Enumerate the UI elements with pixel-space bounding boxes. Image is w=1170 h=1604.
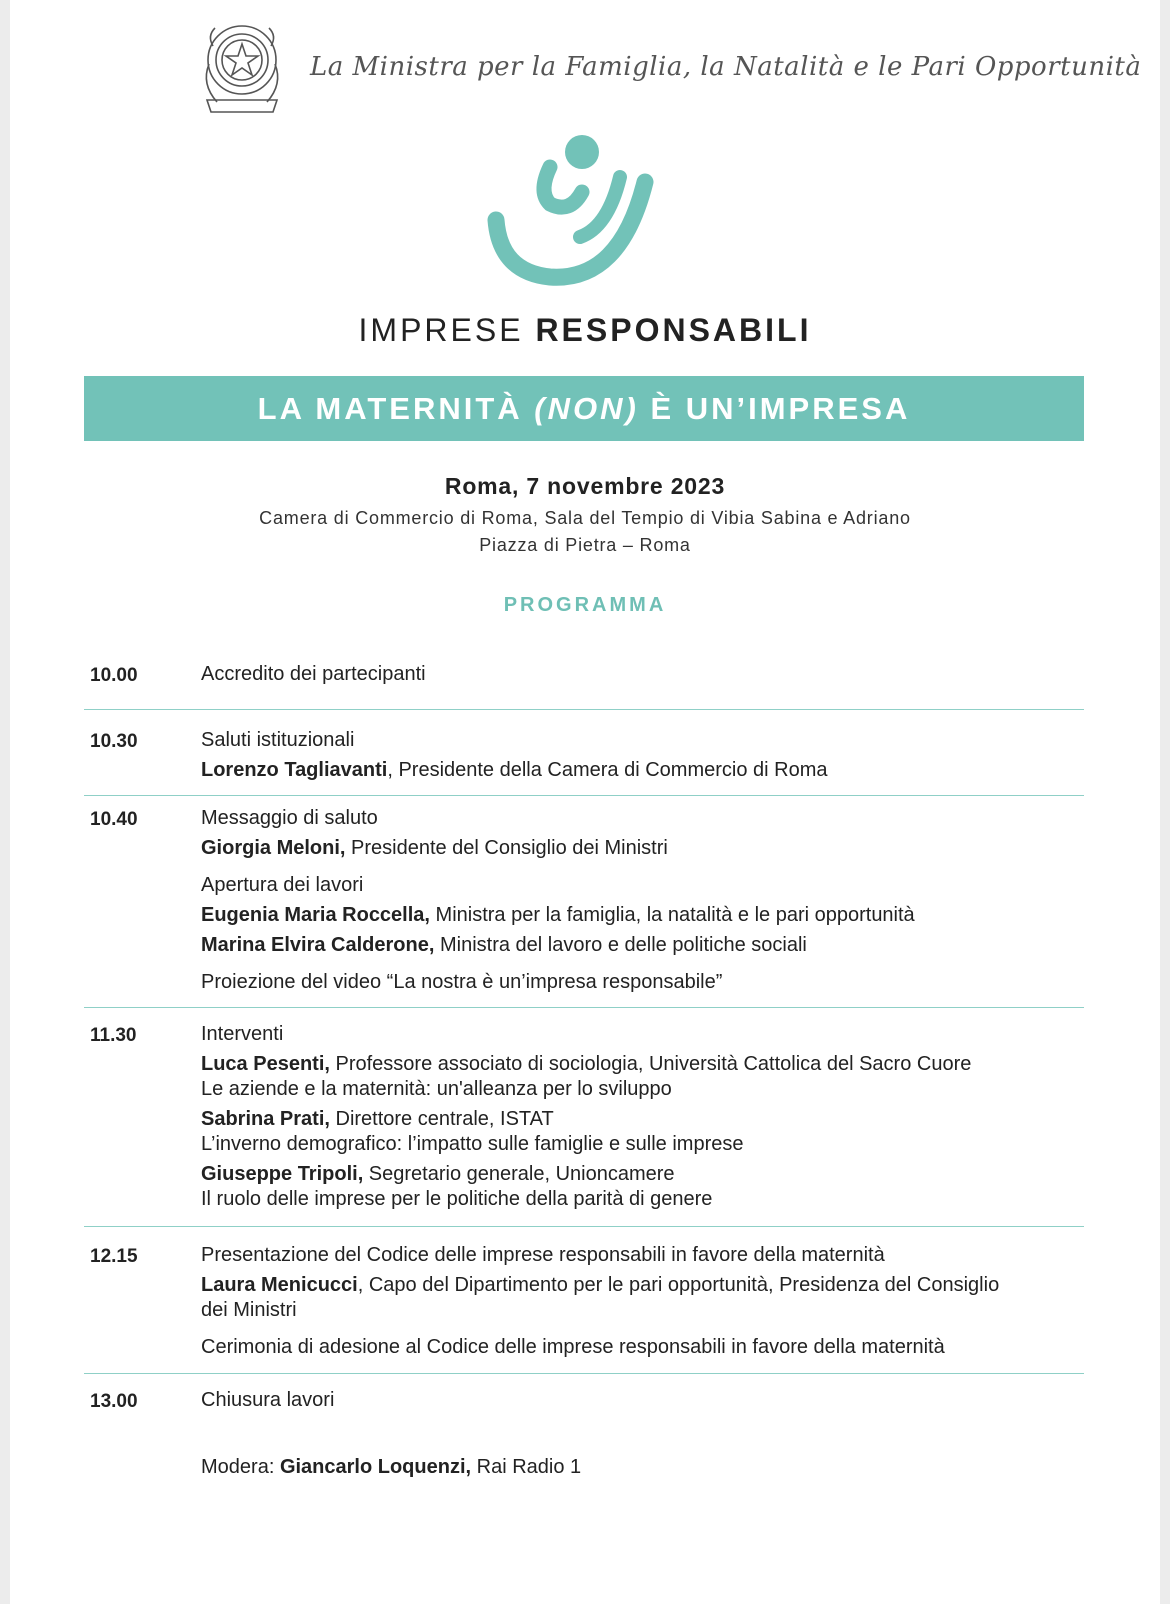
- speaker-role: Presidente del Consiglio dei Ministri: [345, 837, 668, 859]
- agenda-title: Saluti istituzionali: [201, 729, 355, 751]
- programma-heading: PROGRAMMA: [503, 594, 667, 616]
- agenda-time: 11.30: [90, 1025, 137, 1046]
- brand-title-light: IMPRESE: [358, 312, 524, 348]
- speaker-name: Luca Pesenti,: [201, 1053, 330, 1075]
- speaker-role-continued: dei Ministri: [201, 1299, 297, 1321]
- speaker-role: , Presidente della Camera di Commercio di Roma: [387, 759, 828, 781]
- speaker-line: [201, 1107, 1084, 1132]
- document-page: [10, 0, 1160, 1604]
- imprese-responsabili-logo-icon: [480, 132, 670, 292]
- event-title-banner: [84, 376, 1084, 441]
- agenda-item: [84, 662, 1084, 687]
- agenda-time: 10.40: [90, 809, 138, 830]
- event-date: Roma, 7 novembre 2023: [444, 473, 726, 499]
- agenda-item: [84, 1022, 1084, 1212]
- event-address: Piazza di Pietra – Roma: [479, 535, 691, 555]
- agenda-title: Interventi: [201, 1023, 284, 1045]
- agenda-list: [84, 662, 1084, 1480]
- speaker-line: [201, 758, 1084, 783]
- speaker-topic: Le aziende e la maternità: un'alleanza per lo sviluppo: [201, 1078, 672, 1100]
- brand-title-bold: RESPONSABILI: [535, 312, 812, 348]
- agenda-time: 13.00: [90, 1391, 138, 1412]
- brand-title: [10, 312, 1160, 349]
- agenda-title: Accredito dei partecipanti: [201, 663, 426, 685]
- agenda-time: 10.00: [90, 665, 138, 686]
- speaker-line: [201, 1273, 1084, 1298]
- speaker-name: Eugenia Maria Roccella,: [201, 904, 430, 926]
- speaker-line: [201, 1052, 1084, 1077]
- speaker-role: Ministra del lavoro e delle politiche sociali: [434, 934, 807, 956]
- speaker-name: Lorenzo Tagliavanti: [201, 759, 388, 781]
- agenda-title: Chiusura lavori: [201, 1389, 335, 1411]
- speaker-role: , Capo del Dipartimento per le pari opportunità, Presidenza del Consiglio: [357, 1274, 1000, 1296]
- speaker-line: [201, 903, 1084, 928]
- italian-republic-emblem-icon: [195, 14, 289, 118]
- banner-text-italic: (NON): [534, 390, 639, 426]
- moderator-name: Giancarlo Loquenzi,: [279, 1456, 472, 1478]
- agenda-item: [84, 1243, 1084, 1360]
- speaker-line: [201, 836, 1084, 861]
- agenda-note: Cerimonia di adesione al Codice delle imprese responsabili in favore della maternità: [201, 1336, 945, 1358]
- moderator-line: [84, 1455, 1084, 1480]
- agenda-time: 12.15: [90, 1246, 138, 1267]
- speaker-role: Ministra per la famiglia, la natalità e le pari opportunità: [429, 904, 915, 926]
- speaker-name: Sabrina Prati,: [201, 1108, 330, 1130]
- speaker-name: Marina Elvira Calderone,: [201, 934, 435, 956]
- agenda-title: Presentazione del Codice delle imprese responsabili in favore della maternità: [201, 1244, 885, 1266]
- speaker-topic: Il ruolo delle imprese per le politiche della parità di genere: [201, 1188, 713, 1210]
- speaker-role: Segretario generale, Unioncamere: [363, 1163, 675, 1185]
- speaker-name: Giorgia Meloni,: [201, 837, 346, 859]
- speaker-name: Giuseppe Tripoli,: [201, 1163, 364, 1185]
- speaker-role: Direttore centrale, ISTAT: [329, 1108, 554, 1130]
- agenda-time: 10.30: [90, 731, 138, 752]
- moderator-label: Modera:: [201, 1456, 280, 1478]
- banner-text-part3: È UN’IMPRESA: [638, 390, 911, 426]
- speaker-line: [201, 933, 1084, 958]
- banner-text-part1: LA MATERNITÀ: [257, 390, 535, 426]
- event-venue: Camera di Commercio di Roma, Sala del Tempio di Vibia Sabina e Adriano: [259, 508, 911, 528]
- agenda-item: [84, 806, 1084, 995]
- speaker-line: [201, 1162, 1084, 1187]
- agenda-subtitle: Apertura dei lavori: [201, 874, 364, 896]
- agenda-item: [84, 728, 1084, 783]
- speaker-role: Professore associato di sociologia, Università Cattolica del Sacro Cuore: [329, 1053, 972, 1075]
- ministry-signature: La Ministra per la Famiglia, la Natalità e le Pari Opportunità: [310, 52, 1142, 82]
- agenda-note: Proiezione del video “La nostra è un’impresa responsabile”: [201, 971, 723, 993]
- moderator-org: Rai Radio 1: [471, 1456, 582, 1478]
- speaker-name: Laura Menicucci: [201, 1274, 358, 1296]
- agenda-title: Messaggio di saluto: [201, 807, 378, 829]
- agenda-item: [84, 1388, 1084, 1413]
- speaker-topic: L’inverno demografico: l’impatto sulle famiglie e sulle imprese: [201, 1133, 744, 1155]
